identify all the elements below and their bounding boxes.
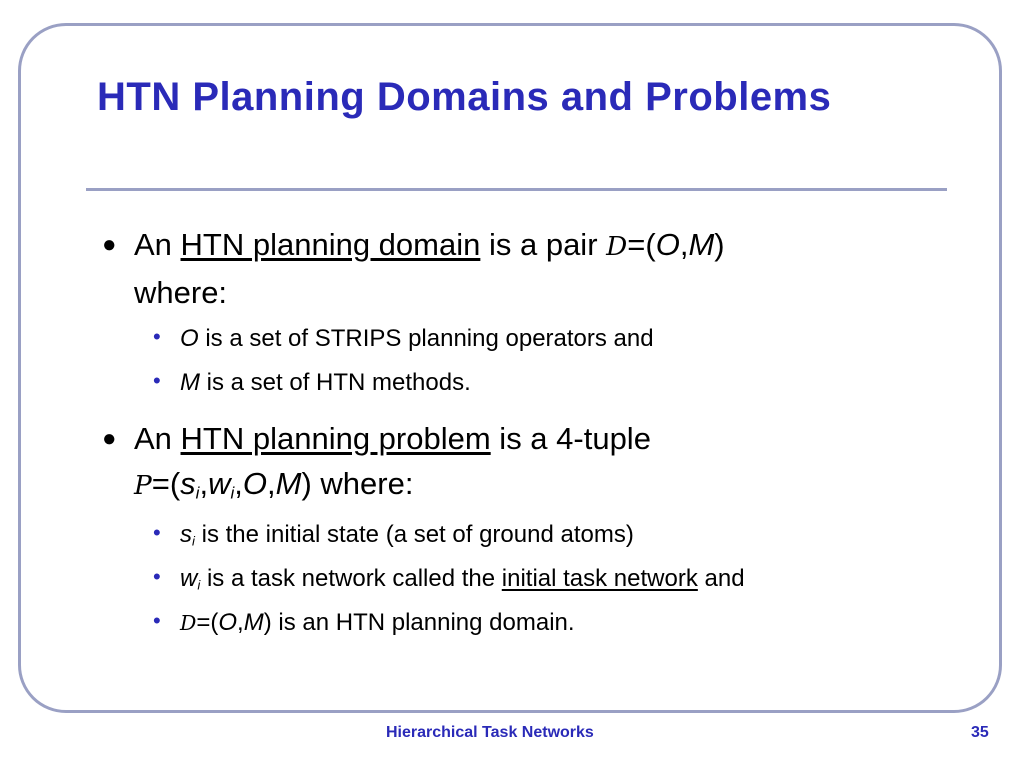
term-htn-planning-problem: HTN planning problem bbox=[180, 421, 491, 456]
symbol-D: D bbox=[606, 232, 628, 262]
sub-bullet-dot-icon: • bbox=[153, 368, 161, 393]
sub-bullet-dot-icon: • bbox=[153, 520, 161, 545]
term-initial-task-network: initial task network bbox=[501, 565, 698, 592]
title-divider bbox=[86, 188, 947, 191]
bullet-domain: ● An HTN planning domain is a pair D=(O,M) where: bbox=[134, 222, 894, 315]
footer-title: Hierarchical Task Networks bbox=[386, 724, 594, 741]
sub-bullet-methods: • M is a set of HTN methods. bbox=[180, 366, 940, 400]
symbol-P: P bbox=[134, 471, 152, 501]
sub-bullet-dot-icon: • bbox=[153, 608, 161, 633]
sub-bullet-dot-icon: • bbox=[153, 564, 161, 589]
sub-bullet-operators: • O is a set of STRIPS planning operators and bbox=[180, 322, 940, 356]
sub-bullet-domain: • D=(O,M) is an HTN planning domain. bbox=[180, 606, 940, 640]
symbol-D: D bbox=[180, 611, 197, 635]
sub-bullet-initial-state: • $s_i$ is the initial state (a set of ground atoms) bbox=[180, 518, 940, 558]
bullet-dot-icon: ● bbox=[102, 231, 117, 258]
slide-title: HTN Planning Domains and Problems bbox=[97, 75, 832, 119]
term-htn-planning-domain: HTN planning domain bbox=[180, 227, 481, 262]
bullet-dot-icon: ● bbox=[102, 425, 117, 452]
sub-bullet-dot-icon: • bbox=[153, 324, 161, 349]
slide-number: 35 bbox=[971, 724, 989, 741]
bullet-problem: ● An HTN planning problem is a 4-tuple $P=(s_i,w_i,O,M)$ where: bbox=[134, 416, 894, 515]
sub-bullet-task-network: • $w_i$ is a task network called the initial task network and bbox=[180, 562, 940, 602]
